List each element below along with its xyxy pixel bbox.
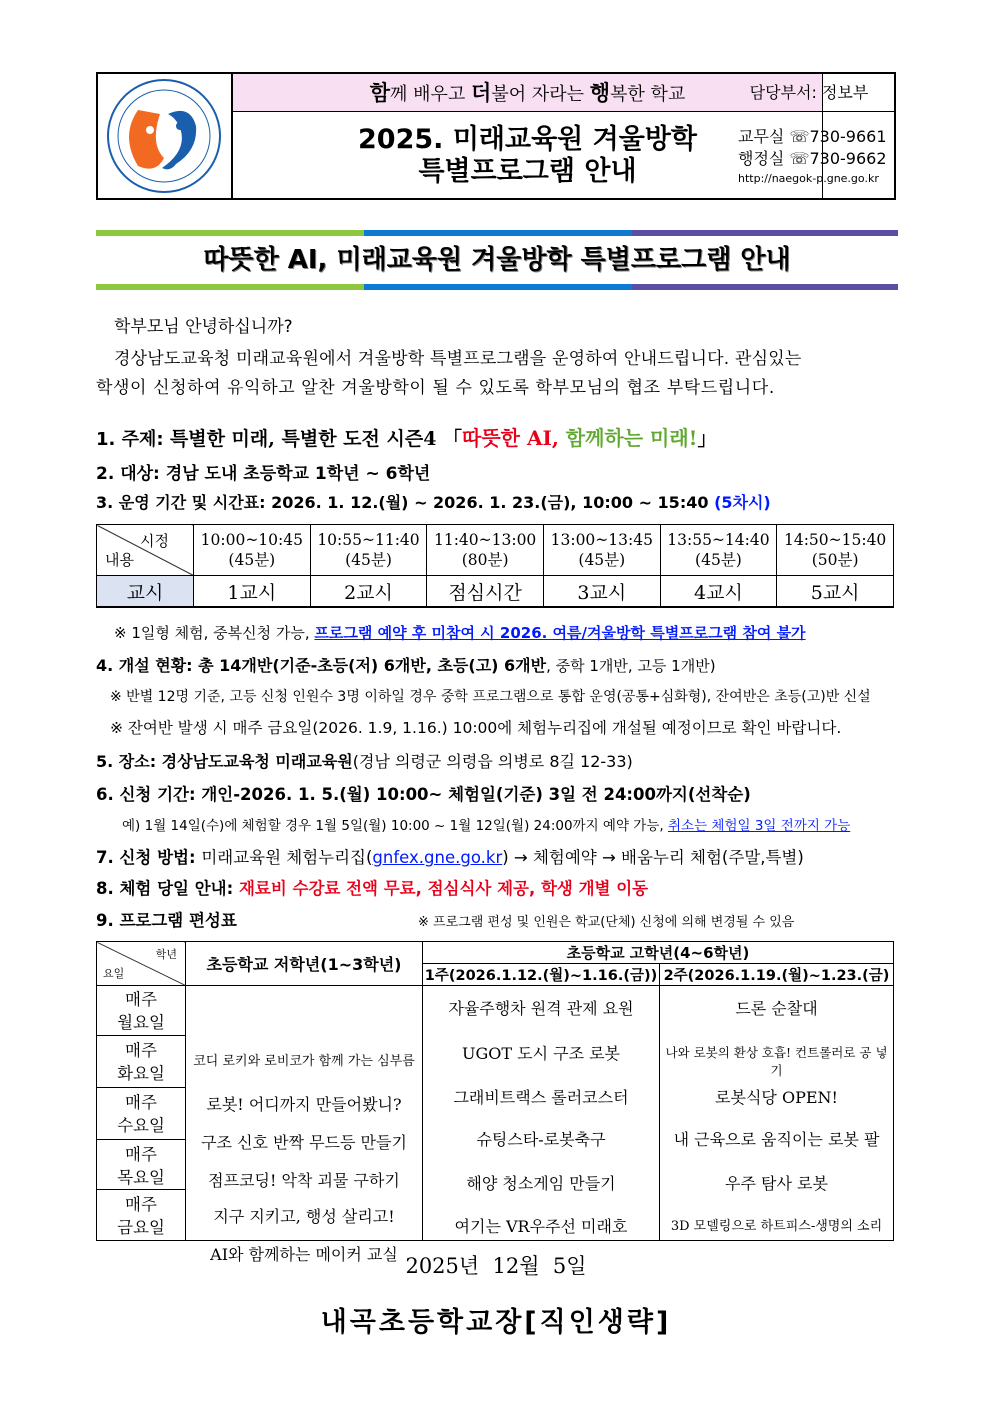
item-classes: 4. 개설 현황: 총 14개반(기준-초등(저) 6개반, 초등(고) 6개반, 중학 1개반, 고등 1개반)	[96, 656, 716, 675]
intro-line-1: 경상남도교육청 미래교육원에서 겨울방학 특별프로그램을 운영하여 안내드립니다. 관심있는	[114, 349, 802, 369]
time-slot: 10:55~11:40 (45분)	[310, 525, 427, 576]
schedule-corner: 시정 내용	[97, 525, 194, 576]
example-note: 예) 1월 14일(수)에 체험할 경우 1월 5일(월) 10:00 ~ 1월 12일(월) 24:00까지 예약 가능, 취소는 체험일 3일 전까지 가능	[122, 818, 851, 834]
period-row-label: 교시	[97, 576, 194, 608]
letterhead	[96, 72, 896, 200]
item-apply-period: 6. 신청 기간: 개인-2026. 1. 5.(월) 10:00~ 체험일(기준) 3일 전 24:00까지(선착순)	[96, 785, 751, 804]
period-cell: 3교시	[543, 576, 660, 608]
program-item: UGOT 도시 구조 로봇	[461, 1044, 621, 1063]
program-note: ※ 프로그램 편성 및 인원은 학교(단체) 신청에 의해 변경될 수 있음	[418, 915, 795, 930]
title-bottom-bar	[96, 284, 898, 290]
period-cell: 2교시	[310, 576, 427, 608]
website-link[interactable]: gnfex.gne.go.kr	[372, 848, 503, 867]
motto-text: 복한 학교	[610, 84, 686, 105]
period-cell: 점심시간	[427, 576, 544, 608]
low-grade-programs	[186, 986, 423, 1264]
program-corner: 학년 요일	[97, 942, 186, 986]
motto-text: 께 배우고	[390, 84, 472, 105]
schedule-table	[96, 524, 894, 608]
item-location: 5. 장소: 경상남도교육청 미래교육원(경남 의령군 의령읍 의병로 8길 12-33)	[96, 752, 633, 771]
week1-programs	[423, 986, 660, 1241]
period-cell: 4교시	[660, 576, 777, 608]
motto-initial: 행	[589, 81, 610, 105]
program-item: 해양 청소게임 만들기	[466, 1174, 616, 1193]
program-item: 지구 지키고, 행성 살리고!	[213, 1207, 395, 1226]
program-item: 나와 로봇의 환상 호흡! 컨트롤러로 공 넣기	[665, 1045, 888, 1078]
signature: 내곡초등학교장[직인생략]	[320, 1307, 672, 1338]
letterhead-title: 2025. 미래교육원 겨울방학 특별프로그램 안내	[233, 112, 823, 198]
day-column: 매주 월요일 매주 화요일 매주 수요일 매주 목요일 매주 금요일	[97, 986, 186, 1241]
department: 담당부서: 정보부	[724, 74, 894, 112]
program-item: 로봇식당 OPEN!	[715, 1088, 838, 1107]
time-slot: 10:00~10:45 (45분)	[194, 525, 311, 576]
program-item: 슈팅스타-로봇축구	[476, 1130, 606, 1149]
item-topic: 1. 주제: 특별한 미래, 특별한 도전 시즌4 「따뜻한 AI, 함께하는 미래!」	[96, 426, 717, 450]
program-item: 여기는 VR우주선 미래호	[454, 1217, 628, 1236]
program-item: 드론 순찰대	[735, 999, 818, 1018]
time-slot: 13:55~14:40 (45분)	[660, 525, 777, 576]
greeting: 학부모님 안녕하십니까?	[114, 317, 293, 337]
week1-header: 1주(2026.1.12.(월)~1.16.(금))	[423, 964, 660, 986]
item-period: 3. 운영 기간 및 시간표: 2026. 1. 12.(월) ~ 2026. 1. 23.(금), 10:00 ~ 15:40 (5차시)	[96, 493, 771, 512]
intro-line-2: 학생이 신청하여 유익하고 알찬 겨울방학이 될 수 있도록 학부모님의 협조 부탁드립니다.	[96, 378, 775, 398]
document-date: 2025년 12월 5일	[405, 1254, 587, 1278]
program-item: AI와 함께하는 메이커 교실	[210, 1245, 398, 1264]
note-extra-class: ※ 잔여반 발생 시 매주 금요일(2026. 1.9, 1.16.) 10:00에 체험누리집에 개설될 예정이므로 확인 바랍니다.	[110, 719, 842, 737]
item-target: 2. 대상: 경남 도내 초등학교 1학년 ~ 6학년	[96, 464, 431, 484]
motto-text: 불어 자라는	[491, 84, 590, 105]
program-item: 로봇! 어디까지 만들어봤니?	[206, 1095, 402, 1114]
time-slot: 11:40~13:00 (80분)	[427, 525, 544, 576]
note-participation: ※ 1일형 체험, 중복신청 가능, 프로그램 예약 후 미참여 시 2026. 여름/겨울방학 특별프로그램 참여 불가	[114, 624, 806, 642]
program-table	[96, 941, 894, 1264]
program-item: 우주 탐사 로봇	[725, 1174, 828, 1193]
time-slot: 14:50~15:40 (50분)	[777, 525, 894, 576]
contact-info: 교무실 ☏730-9661 행정실 ☏730-9662 http://naegok-p.gne.go.kr	[724, 112, 894, 198]
program-item: 코디 로키와 로비코가 함께 가는 심부름	[193, 1054, 415, 1069]
motto-initial: 더	[471, 81, 492, 105]
time-slot: 13:00~13:45 (45분)	[543, 525, 660, 576]
high-grade-header: 초등학교 고학년(4~6학년)	[423, 942, 894, 964]
program-item: 내 근육으로 움직이는 로봇 팔	[673, 1130, 880, 1149]
item-program: 9. 프로그램 편성표	[96, 911, 237, 930]
note-class-size: ※ 반별 12명 기준, 고등 신청 인원수 3명 이하일 경우 중학 프로그램으로 통합 운영(공통+심화형), 잔여반은 초등(고)반 신설	[110, 689, 871, 705]
program-item: 그래비트랙스 롤러코스터	[453, 1088, 629, 1107]
item-day-info: 8. 체험 당일 안내: 재료비 수강료 전액 무료, 점심식사 제공, 학생 개별 이동	[96, 879, 649, 898]
period-cell: 1교시	[194, 576, 311, 608]
item-apply-method: 7. 신청 방법: 미래교육원 체험누리집(gnfex.gne.go.kr) → 체험예약 → 배움누리 체험(주말,특별)	[96, 848, 804, 867]
period-cell: 5교시	[777, 576, 894, 608]
program-item: 자율주행차 원격 관제 요원	[448, 999, 634, 1018]
program-item: 구조 신호 반짝 무드등 만들기	[201, 1133, 407, 1152]
program-item: 점프코딩! 악착 괴물 구하기	[208, 1171, 400, 1190]
week2-header: 2주(2026.1.19.(월)~1.23.(금)	[660, 964, 894, 986]
week2-programs	[660, 986, 894, 1241]
school-url: http://naegok-p.gne.go.kr	[738, 172, 879, 185]
program-item: 3D 모델링으로 하트피스-생명의 소리	[670, 1219, 883, 1234]
main-title: 따뜻한 AI, 미래교육원 겨울방학 특별프로그램 안내	[203, 245, 791, 275]
school-logo	[98, 74, 233, 198]
low-grade-header: 초등학교 저학년(1~3학년)	[186, 942, 423, 986]
motto-initial: 함	[369, 81, 391, 105]
